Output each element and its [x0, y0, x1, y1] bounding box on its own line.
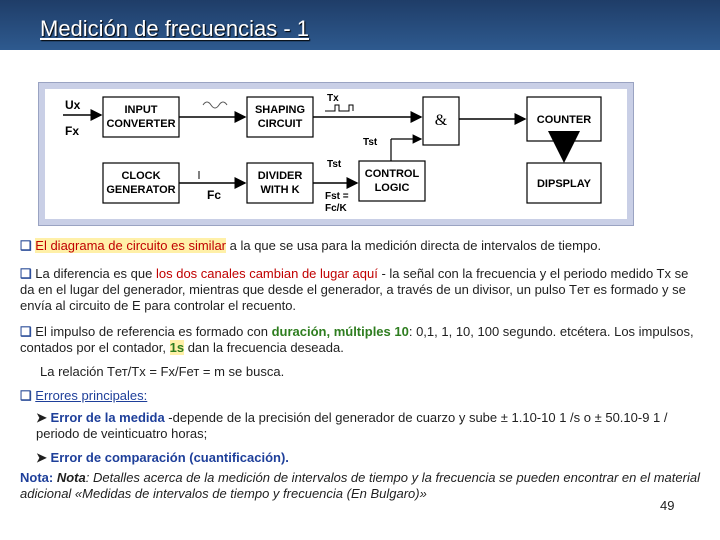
p3-text-3: dan la frecuencia deseada.: [184, 340, 344, 355]
shaping-circuit-line2: CIRCUIT: [257, 118, 303, 130]
clock-generator-line2: GENERATOR: [106, 184, 176, 196]
p3-highlight: duración, múltiples 10: [271, 324, 409, 339]
arrow-bullet-icon: ➤: [36, 410, 47, 425]
note: [20, 470, 700, 502]
tst-top-label: Tst: [363, 137, 378, 148]
bullet-icon: ❑: [20, 324, 32, 339]
p2-text-2: - la señal con la frecuencia y el periodo medido Tx se da en el lugar del generador, mientras que desde el generador, a través de un divisor, un pulso Tет es formado y se envía al circuito de E para controlar el recuento.: [20, 266, 689, 313]
note-label-1: Nota:: [20, 470, 54, 485]
note-text: : Detalles acerca de la medición de intervalos de tiempo y la frecuencia se pueden encontrar en el material adicional «Medidas de intervalos de tiempo y frecuencia (En Bulgaro)»: [20, 470, 700, 501]
relation-line: La relación Tет/Tx = Fx/Fет = m se busca.: [40, 364, 285, 379]
tx-signal-label: Tx: [327, 93, 339, 104]
paragraph-1: [20, 238, 700, 254]
note-label-2: Nota: [56, 470, 86, 485]
error-1-text: -depende de la precisión del generador de cuarzo y sube ± 1.10-10 1 /s o ± 50.10-9 1 / periodo de veinticuatro horas;: [36, 410, 668, 441]
clock-generator-block: [103, 163, 179, 203]
p1-highlight: El diagrama de circuito es similar: [35, 238, 227, 253]
p3-text-1: El impulso de referencia es formado con: [35, 324, 272, 339]
error-2-label: Error de comparación (cuantificación).: [50, 450, 289, 465]
sine-wave-icon: [203, 102, 227, 108]
p2-highlight: los dos canales cambian de lugar aquí: [155, 266, 378, 281]
and-gate-symbol: &: [434, 112, 448, 129]
block-diagram: [38, 82, 634, 226]
control-logic-line2: LOGIC: [374, 182, 410, 194]
shaping-circuit-block: [247, 97, 313, 137]
control-logic-line1: CONTROL: [364, 168, 420, 180]
divider-line1: DIVIDER: [257, 170, 303, 182]
error-2: [20, 450, 696, 466]
fc-k-label: Fc/K: [325, 203, 347, 214]
page-number: 49: [660, 498, 675, 513]
title-bar: [0, 0, 720, 50]
input-converter-block: [103, 97, 179, 137]
bullet-icon: ❑: [20, 238, 32, 253]
shaping-circuit-line1: SHAPING: [254, 104, 306, 116]
paragraph-2: [20, 266, 700, 314]
error-1: [20, 410, 696, 442]
error-1-label: Error de la medida: [50, 410, 165, 425]
input-converter-line1: INPUT: [124, 104, 158, 116]
display-label: DIPSPLAY: [536, 178, 592, 190]
counter-label: COUNTER: [536, 114, 592, 126]
divider-block: [247, 163, 313, 203]
errors-heading: Errores principales:: [35, 388, 148, 403]
slide-title: Medición de frecuencias - 1: [40, 16, 310, 41]
ux-label: Ux: [65, 98, 81, 112]
divider-line2: WITH K: [260, 184, 300, 196]
input-converter-line2: CONVERTER: [106, 118, 176, 130]
fst-label: Fst =: [325, 191, 349, 202]
tst-bottom-label: Tst: [327, 159, 342, 170]
block-diagram-svg: [39, 83, 633, 225]
control-logic-block: [359, 161, 425, 201]
paragraph-3: [20, 324, 700, 356]
bullet-icon: ❑: [20, 266, 32, 281]
arrow-bullet-icon: ➤: [36, 450, 47, 465]
p2-text-1: La diferencia es que: [35, 266, 156, 281]
clock-generator-line1: CLOCK: [121, 170, 161, 182]
fx-label: Fx: [65, 124, 80, 138]
p3-one-second: 1s: [169, 340, 185, 355]
fc-signal-label: Fc: [207, 188, 222, 202]
errors-heading-line: [20, 388, 700, 404]
bullet-icon: ❑: [20, 388, 32, 403]
p3-text-2: : 0,1, 1, 10, 100 segundo. etcétera. Los impulsos, contados por el contador,: [20, 324, 694, 355]
p1-text: a la que se usa para la medición directa de intervalos de tiempo.: [226, 238, 602, 253]
pulse-icon: [325, 105, 353, 111]
